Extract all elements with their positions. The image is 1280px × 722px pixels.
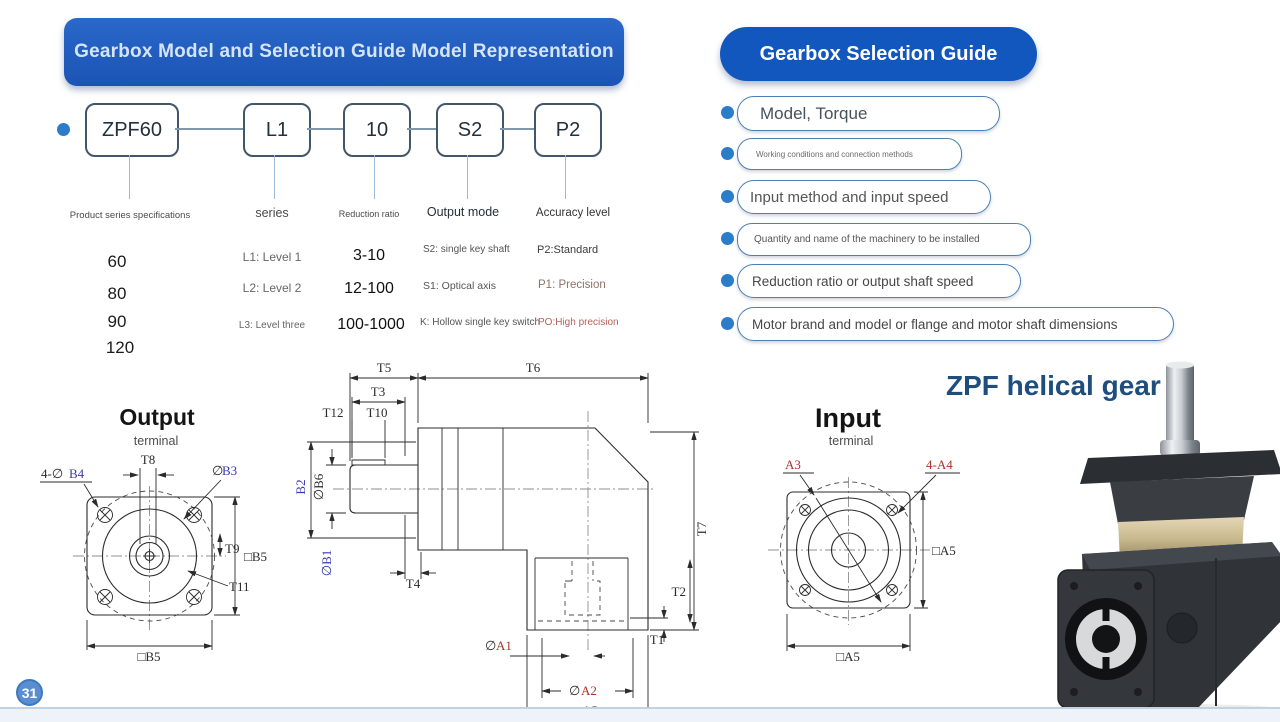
bullet-icon: [721, 106, 734, 119]
product-photo: [1030, 358, 1280, 718]
drop-line: [274, 155, 275, 199]
dim-b5-bottom: □B5: [137, 649, 161, 664]
accuracy-value: PO:High precision: [538, 317, 619, 328]
output-mode-value: S1: Optical axis: [423, 280, 496, 292]
footer-bar: [0, 707, 1280, 722]
dim-t5: T5: [376, 360, 392, 375]
series-value: 120: [105, 338, 135, 357]
dim-a2: A2: [581, 683, 597, 698]
dim-a1-prefix: ∅: [485, 638, 497, 653]
column-label: Output mode: [426, 205, 500, 219]
dim-t9: T9: [225, 541, 240, 556]
model-box-output: [436, 103, 504, 157]
dim-t8: T8: [140, 452, 156, 467]
output-mode-value: K: Hollow single key switch: [420, 317, 541, 328]
connector-line: [175, 128, 243, 130]
bullet-icon: [721, 317, 734, 330]
level-value: L1: Level 1: [242, 250, 302, 264]
level-value: L3: Level three: [238, 320, 306, 331]
dim-a2-prefix: ∅: [569, 683, 581, 698]
dim-a5-bottom: □A5: [836, 649, 860, 664]
model-code-text: 10: [365, 118, 389, 141]
drop-line: [565, 155, 566, 199]
dim-t11: T11: [229, 579, 250, 594]
model-code-text: ZPF60: [101, 118, 163, 141]
model-box-series: [85, 103, 179, 157]
dim-t7: T7: [694, 521, 709, 537]
dim-a4: 4-A4: [926, 457, 953, 472]
dim-b3: B3: [222, 463, 238, 478]
page-number: 31: [21, 684, 38, 701]
ratio-value: 12-100: [344, 280, 394, 297]
output-mode-value: S2: single key shaft: [423, 244, 510, 255]
dim-t6: T6: [525, 360, 541, 375]
dim-t2: T2: [671, 584, 686, 599]
column-label: Product series specifications: [69, 210, 191, 221]
right-banner-title: Gearbox Selection Guide: [720, 27, 1037, 81]
column-label: series: [255, 206, 289, 220]
column-label: Reduction ratio: [338, 209, 400, 219]
dim-b2: B2: [293, 479, 308, 495]
dim-b5-side: □B5: [244, 549, 268, 564]
input-subtitle: terminal: [828, 434, 874, 448]
dim-a1: A1: [496, 638, 512, 653]
dim-t3: T3: [370, 384, 386, 399]
dim-b4: B4: [69, 466, 85, 481]
left-banner-title: Gearbox Model and Selection Guide Model Representation: [64, 18, 624, 86]
input-terminal-drawing: [738, 393, 1023, 688]
dim-t1: T1: [649, 632, 665, 647]
gearbox-body: [1058, 362, 1280, 709]
bullet-icon: [721, 147, 734, 160]
bullet-icon: [721, 232, 734, 245]
guide-item: Model, Torque: [737, 96, 1000, 131]
dim-b3-prefix: ∅: [212, 463, 224, 478]
model-box-accuracy: [534, 103, 602, 157]
ratio-value: 3-10: [352, 247, 386, 264]
drop-line: [129, 155, 130, 199]
connector-line: [407, 128, 436, 130]
product-caption: ZPF helical gear: [946, 370, 1161, 401]
dim-t12: T12: [322, 405, 344, 420]
output-terminal-drawing: [28, 398, 293, 673]
page-number-badge: [16, 679, 43, 706]
ratio-value: 100-1000: [337, 316, 405, 333]
column-label: Accuracy level: [535, 207, 611, 219]
model-code-text: L1: [265, 118, 289, 141]
guide-item: Input method and input speed: [737, 180, 991, 214]
accuracy-value: P2:Standard: [537, 244, 599, 256]
series-value: 90: [107, 312, 127, 331]
dim-a5-side: □A5: [932, 543, 956, 558]
dim-b1: ∅B1: [319, 549, 334, 577]
dim-a3: A3: [785, 457, 801, 472]
side-section-drawing: [293, 353, 718, 721]
series-value: 60: [107, 252, 127, 271]
model-box-level: [243, 103, 311, 157]
dim-t10: T10: [366, 405, 388, 420]
model-code-text: P2: [555, 118, 581, 141]
output-title: Output: [119, 404, 195, 430]
bullet-icon: [57, 123, 70, 136]
input-title: Input: [815, 403, 881, 433]
guide-item: Working conditions and connection methods: [737, 138, 962, 170]
series-value: 80: [107, 284, 127, 303]
dim-b4-prefix: 4-∅: [41, 466, 64, 481]
drop-line: [374, 155, 375, 199]
model-code-text: S2: [457, 118, 483, 141]
output-subtitle: terminal: [133, 434, 179, 448]
connector-line: [307, 128, 343, 130]
drop-line: [467, 155, 468, 199]
bullet-icon: [721, 190, 734, 203]
connector-line: [500, 128, 534, 130]
dim-t4: T4: [405, 576, 421, 591]
accuracy-value: P1: Precision: [538, 279, 606, 291]
dim-b6: ∅B6: [311, 473, 326, 501]
guide-item: Reduction ratio or output shaft speed: [737, 264, 1021, 298]
guide-item: Quantity and name of the machinery to be installed: [737, 223, 1031, 256]
model-box-ratio: [343, 103, 411, 157]
guide-item: Motor brand and model or flange and motor shaft dimensions: [737, 307, 1174, 341]
bullet-icon: [721, 274, 734, 287]
level-value: L2: Level 2: [242, 281, 302, 295]
